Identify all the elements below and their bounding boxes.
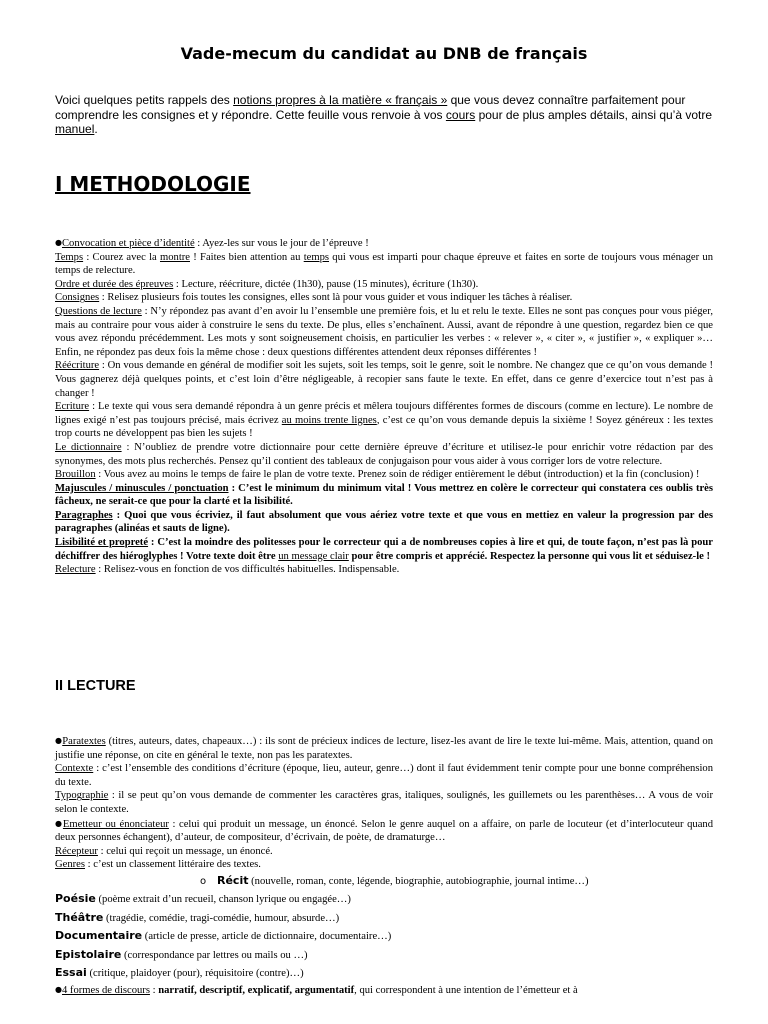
bullet-icon: ● <box>55 238 62 247</box>
genre-desc: (article de presse, article de dictionnaire, documentaire…) <box>142 931 392 943</box>
term: Genres <box>55 859 86 871</box>
list-item <box>55 734 713 762</box>
list-item <box>55 441 713 468</box>
genre-item <box>55 927 713 946</box>
intro-text: . <box>94 122 98 136</box>
genre-desc: (tragédie, comédie, tragi-comédie, humour, absurde…) <box>103 912 340 924</box>
definition: : N’y répondez pas avant d’en avoir lu l’ensemble une première fois, et lu et relu le texte. Elles ne sont pas conçues pour vous piéger, mais au contraire pour vous aider à construire le sens du texte. De plus, elles s’enchaînent. Aussi, avant de répondre à une question, regardez bien ce que vous avez répondu précédemment. Les mots y sont soigneusement choisis, en particulier les verbes : « relever », « citer », « justifier », « expliquer »… Enfin, ne répondez pas deux fois la même chose : deux questions différentes attendent deux réponses différentes ! <box>55 305 713 358</box>
term: Le dictionnaire <box>55 441 122 453</box>
definition: : c’est l’ensemble des conditions d’écriture (époque, lieu, auteur, genre…) dont il faut évidemment tenir compte pour une bonne compréhension du texte. <box>55 763 713 788</box>
term: Temps <box>55 251 84 263</box>
list-item <box>55 482 713 509</box>
term: Relecture <box>55 564 96 576</box>
definition: , c’est ce qu’on vous demande depuis la sixième ! Soyez généreux : les textes trop courts ne développent pas bien les sujets ! <box>55 414 714 440</box>
list-item <box>55 536 713 563</box>
term: montre <box>159 251 190 263</box>
list-item <box>55 305 713 359</box>
list-item <box>55 400 713 441</box>
definition: (titres, auteurs, dates, chapeaux…) : ils sont de précieux indices de lecture, lisez-les avant de lire le texte lui-même. Mais, attention, quand on justifie une réponse, on cite en général le texte, non pas les paratextes. <box>55 736 713 761</box>
definition: : celui qui reçoit un message, un énoncé. <box>97 845 273 857</box>
term: Questions de lecture <box>55 305 142 317</box>
genre-desc: (correspondance par lettres ou mails ou …) <box>121 949 308 961</box>
term: Brouillon <box>55 469 96 481</box>
definition: : Relisez-vous en fonction de vos difficultés habituelles. Indispensable. <box>95 564 400 576</box>
document-title: Vade-mecum du candidat au DNB de français <box>180 44 588 63</box>
section-heading-lecture: II LECTURE <box>55 678 136 694</box>
definition: : c’est un classement littéraire des textes. <box>85 859 261 871</box>
intro-text: Voici quelques petits rappels des <box>55 93 234 107</box>
intro-text: que vous devez connaître parfaitement pour comprendre les consignes et y répondre. Cette feuille vous renvoie à vos <box>55 93 686 122</box>
definition: : Ayez-les sur vous le jour de l’épreuve ! <box>194 238 369 249</box>
definition: : Lecture, réécriture, dictée (1h30), pause (15 minutes), écriture (1h30). <box>173 278 479 290</box>
genre-name: Documentaire <box>55 929 143 943</box>
definition: : On vous demande en général de modifier soit les sujets, soit les temps, soit le genre, soit le nombre. Ne changez que ce qu’on vous demande ! Vous gagnerez déjà quelques points, et c’est loin d’être négligeable, à recopier sans faute le texte. En effet, dans ce genre d’exercice tout n’est pas à changer ! <box>55 360 713 399</box>
definition: : Courez avec la <box>83 251 160 263</box>
list-item <box>55 858 713 872</box>
definition: : Le texte qui vous sera demandé répondra à un genre précis et mêlera toujours différentes formes de discours (comme en lecture). Le nombre de lignes exigé n’est pas toujours précisé, mais écrivez <box>55 401 713 426</box>
definition: qui vous est imparti pour chaque épreuve et faites en sorte de toujours vous ménager un temps de relecture. <box>55 251 713 277</box>
bullet-icon: ● <box>55 736 63 745</box>
term: Typographie <box>55 790 109 802</box>
section-heading-methodologie: I METHODOLOGIE <box>55 172 251 196</box>
list-item <box>55 563 713 577</box>
term: au moins trente lignes <box>281 414 377 426</box>
term: Ordre et durée des épreuves <box>55 278 174 290</box>
genre-name: Poésie <box>55 892 96 906</box>
genre-desc: (nouvelle, roman, conte, légende, biographie, autobiographie, journal intime…) <box>248 875 589 887</box>
genre-desc: (poème extrait d’un recueil, chanson lyrique ou engagée…) <box>95 894 351 906</box>
genre-name: Epistolaire <box>55 947 122 961</box>
definition: pour être compris et apprécié. Respectez la personne qui vous lit et séduisez-le ! <box>348 550 711 562</box>
intro-underlined-manuel: manuel <box>55 122 95 136</box>
definition: : Quoi que vous écriviez, il faut absolument que vous aériez votre texte et que vous en mettiez en valeur la progression par des paragraphes (alinéas et sauts de ligne). <box>55 509 713 535</box>
intro-paragraph <box>55 93 745 137</box>
genre-item <box>55 946 713 965</box>
list-item <box>55 236 713 251</box>
bullet-icon: ● <box>55 984 62 994</box>
list-item <box>55 468 713 482</box>
list-item <box>55 983 713 998</box>
list-item <box>55 359 713 400</box>
list-item <box>55 845 713 859</box>
genre-item <box>55 890 713 909</box>
intro-underlined-cours: cours <box>445 107 476 122</box>
definition: : C’est le minimum du minimum vital ! Vous mettrez en colère le correcteur qui constatera ces oublis très fâcheux, ne serait-ce que pour la clarté et la lisibilité. <box>55 482 714 508</box>
term: temps <box>303 251 330 263</box>
term: Majuscules / minuscules / ponctuation <box>55 482 229 494</box>
list-item <box>55 291 713 305</box>
methodologie-list <box>55 236 713 577</box>
list-item <box>55 509 713 536</box>
term: Convocation et pièce d’identité <box>61 238 195 249</box>
term: Lisibilité et propreté <box>55 537 149 549</box>
term: Emetteur ou énonciateur <box>62 818 169 830</box>
genre-item <box>55 909 713 928</box>
definition: : N’oubliez de prendre votre dictionnaire pour cette dernière épreuve d’écriture et utilisez-le pour enrichir votre rédaction par des synonymes, des mots plus recherchés. Pensez qu’il contient des tableaux de conjugaison pour vous aider à vous corriger lors de votre relecture. <box>55 441 713 467</box>
term: Paragraphes <box>55 509 113 521</box>
list-item <box>55 789 713 816</box>
definition: , qui correspondent à une intention de l’émetteur et à <box>354 984 578 996</box>
term: Récepteur <box>55 845 98 857</box>
bullet-icon: ● <box>55 818 63 828</box>
term: Contexte <box>55 763 94 775</box>
list-item <box>55 762 713 789</box>
term: Ecriture <box>55 401 90 413</box>
definition: : Vous avez au moins le temps de faire le plan de votre texte. Prenez soin de rédiger entièrement le début (introduction) et la fin (conclusion) ! <box>95 469 700 481</box>
genre-name: Récit <box>217 873 249 887</box>
term: Réécriture <box>55 360 100 372</box>
term: 4 formes de discours <box>61 984 150 996</box>
definition: ! Faites bien attention au <box>190 251 304 263</box>
genre-item <box>55 872 713 891</box>
genre-desc: (critique, plaidoyer (pour), réquisitoire (contre)…) <box>86 968 304 980</box>
list-item <box>55 251 713 278</box>
intro-underlined-notions: notions propres à la matière « français » <box>233 93 448 107</box>
definition: : celui qui produit un message, un énoncé. Selon le genre auquel on a affaire, on parle de locuteur (et d’interlocuteur quand deux personnes échangent), d’auteur, de compositeur, d’écrivain, de poète, de dramaturge… <box>55 818 713 844</box>
definition: : <box>149 984 159 996</box>
term: un message clair <box>278 550 349 562</box>
genre-item <box>55 964 713 983</box>
definition: : C’est la moindre des politesses pour le correcteur qui a de nombreuses copies à lire et qui, de toute façon, n’est pas là pour déchiffrer des hiéroglyphes ! Votre texte doit être <box>55 537 714 562</box>
list-item <box>55 817 713 845</box>
circle-bullet-icon: o <box>200 875 207 887</box>
lecture-list <box>55 734 713 998</box>
term: Paratextes <box>62 736 106 747</box>
list-item <box>55 278 713 292</box>
genre-name: Théâtre <box>55 910 104 924</box>
definition: : Relisez plusieurs fois toutes les consignes, elles sont là pour vous guider et vous indiquer les tâches à réaliser. <box>99 292 573 304</box>
term: Consignes <box>55 292 100 304</box>
definition: : il se peut qu’on vous demande de commenter les caractères gras, italiques, soulignés, les guillemets ou les parenthèses… A vous de voir selon le contexte. <box>55 790 713 815</box>
intro-text: pour de plus amples détails, ainsi qu’à votre <box>475 107 713 122</box>
genre-name: Essai <box>55 966 87 980</box>
discourse-forms: narratif, descriptif, explicatif, argumentatif <box>158 984 355 996</box>
